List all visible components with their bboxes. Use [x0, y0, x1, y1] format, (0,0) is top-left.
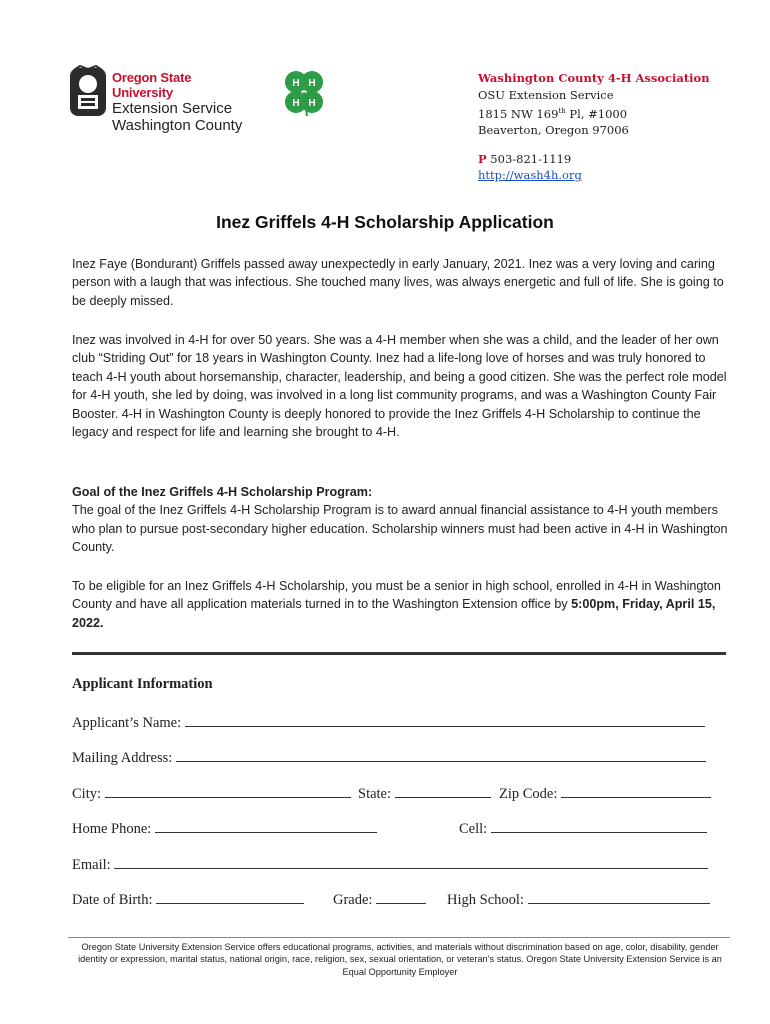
association-name: Washington County 4-H Association [478, 71, 710, 85]
extension-line: OSU Extension Service [478, 87, 614, 102]
intro-paragraph: Inez Faye (Bondurant) Griffels passed away unexpectedly in early January, 2021. Inez was a very loving and caring person with a laugh that was infectious. She touched many lives, was always energetic and full of life. She is going to be deeply missed. [72, 257, 724, 308]
website-link[interactable]: http://wash4h.org [478, 168, 582, 183]
city-label: City: [72, 786, 102, 802]
grade-field[interactable] [376, 889, 426, 904]
mailing-address-field[interactable] [176, 747, 706, 762]
phone-line: P 503-821-1119 [478, 151, 572, 166]
email-label: Email: [72, 857, 111, 873]
home-phone-label: Home Phone: [72, 821, 152, 837]
osu-name: Oregon State University [112, 70, 192, 100]
deadline-text: 5:00pm, Friday, April 15, 2022. [72, 597, 716, 630]
state-field[interactable] [395, 783, 491, 798]
svg-text:H: H [308, 98, 316, 109]
mailing-address-label: Mailing Address: [72, 750, 173, 766]
mailing-address-row [72, 747, 706, 767]
section-divider [72, 652, 726, 655]
zip-group [499, 783, 711, 803]
goal-heading: Goal of the Inez Griffels 4-H Scholarship Program: [72, 485, 373, 499]
osu-extension-logo [66, 62, 246, 136]
dob-group [72, 889, 304, 909]
home-phone-field[interactable] [155, 818, 377, 833]
city-state-zip: Beaverton, Oregon 97006 [478, 123, 629, 138]
cell-field[interactable] [491, 818, 707, 833]
osu-seal-icon [66, 64, 110, 124]
svg-text:H: H [292, 98, 300, 109]
applicant-name-field[interactable] [185, 712, 705, 727]
history-paragraph: Inez was involved in 4-H for over 50 years. She was a 4-H member when she was a child, and the leader of her own club “Striding Out” for 18 years in Washington County. Inez had a life-long love of horses and was truly honored to teach 4-H youth about horsemanship, character, leadership, and being a good citizen. She was the perfect role model for 4-H youth, she led by doing, was involved in a long list community programs, and was a Washington County Fair Booster. 4-H in Washington County is deeply honored to provide the Inez Griffels 4-H Scholarship to continue the legacy and respect for life and learning she brought to 4-H. [72, 333, 727, 440]
email-row [72, 854, 708, 874]
goal-section [72, 483, 732, 557]
eligibility-paragraph: To be eligible for an Inez Griffels 4-H Scholarship, you must be a senior in high school, enrolled in 4-H in Washington County and have all application materials turned in to the Washington Extension office by 5:00pm, Friday, April 15, 2022. [72, 579, 721, 630]
dob-label: Date of Birth: [72, 892, 153, 908]
4h-clover-icon [276, 66, 332, 122]
high-school-field[interactable] [528, 889, 710, 904]
city-field[interactable] [105, 783, 351, 798]
applicant-info-heading: Applicant Information [72, 676, 213, 692]
dob-field[interactable] [156, 889, 304, 904]
cell-group [459, 818, 707, 838]
street-address: 1815 NW 169th Pl, #1000 [478, 106, 628, 121]
grade-label: Grade: [333, 892, 373, 908]
footer-divider [68, 937, 730, 938]
state-label: State: [358, 786, 392, 802]
state-group [358, 783, 491, 803]
applicant-name-row [72, 712, 705, 732]
svg-text:H: H [292, 78, 300, 89]
goal-text: The goal of the Inez Griffels 4-H Scholarship Program is to award annual financial assistance to 4-H youth members who plan to pursue post-secondary higher education. Scholarship winners must had been active in 4-H in Washington County. [72, 503, 728, 555]
high-school-label: High School: [447, 892, 524, 908]
svg-text:H: H [308, 78, 316, 89]
grade-group [333, 889, 426, 909]
washington-county-line: Washington County [112, 117, 243, 134]
extension-service-line: Extension Service [112, 100, 233, 117]
applicant-name-label: Applicant’s Name: [72, 715, 182, 731]
cell-label: Cell: [459, 821, 488, 837]
page-title: Inez Griffels 4-H Scholarship Application [216, 212, 554, 232]
zip-field[interactable] [561, 783, 711, 798]
email-field[interactable] [114, 854, 708, 869]
contact-block [478, 70, 710, 184]
home-phone-group [72, 818, 377, 838]
nondiscrimination-footer: Oregon State University Extension Service offers educational programs, activities, and materials without discrimination based on age, color, disability, gender identity or expression, marital status, national origin, race, religion, sex, sexual orientation, or veteran’s status. Oregon State University Extension Service is an Equal Opportunity Employer [78, 942, 722, 977]
zip-label: Zip Code: [499, 786, 558, 802]
city-row [72, 783, 351, 803]
high-school-group [447, 889, 710, 909]
